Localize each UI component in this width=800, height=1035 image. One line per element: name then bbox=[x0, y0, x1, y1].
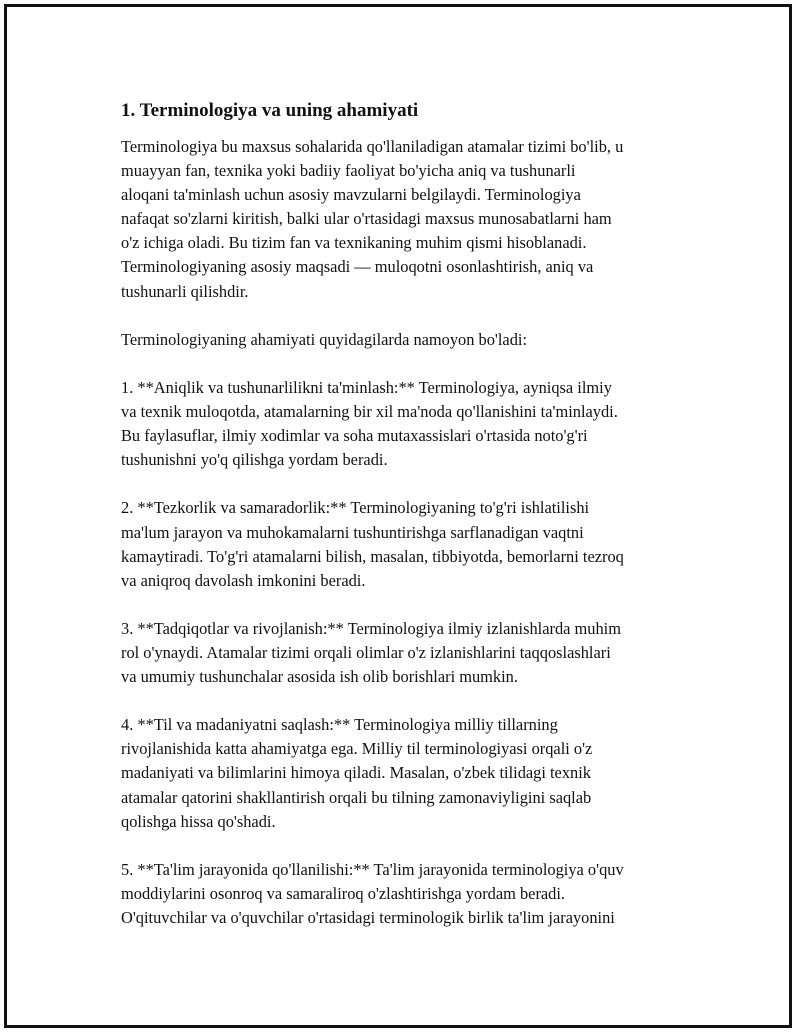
text-line: 4. **Til va madaniyatni saqlash:** Terminologiya milliy tillarning bbox=[121, 715, 558, 735]
text-line: atamalar qatorini shakllantirish orqali bu tilning zamonaviyligini saqlab bbox=[121, 787, 592, 807]
page-frame bbox=[4, 4, 792, 1028]
text-line: aloqani ta'minlash uchun asosiy mavzularni belgilaydi. Terminologiya bbox=[121, 185, 581, 205]
text-line: moddiylarini osonroq va samaraliroq o'zlashtirishga yordam beradi. bbox=[121, 883, 566, 903]
text-line: 1. **Aniqlik va tushunarlilikni ta'minlash:** Terminologiya, ayniqsa ilmiy bbox=[121, 377, 612, 397]
list-item-3 bbox=[121, 617, 696, 689]
text-line: tushunarli qilishdir. bbox=[121, 281, 249, 301]
text-line: 5. **Ta'lim jarayonida qo'llanilishi:** Ta'lim jarayonida terminologiya o'quv bbox=[121, 859, 624, 879]
text-line: muayyan fan, texnika yoki badiiy faoliyat bo'yicha aniq va tushunarli bbox=[121, 161, 576, 181]
text-line: 3. **Tadqiqotlar va rivojlanish:** Terminologiya ilmiy izlanishlarda muhim bbox=[121, 618, 621, 638]
document-title: 1. Terminologiya va uning ahamiyati bbox=[121, 100, 419, 121]
text-line: Bu faylasuflar, ilmiy xodimlar va soha mutaxassislari o'rtasida noto'g'ri bbox=[121, 426, 588, 446]
text-line: va aniqroq davolash imkonini beradi. bbox=[121, 570, 366, 590]
text-line: O'qituvchilar va o'quvchilar o'rtasidagi terminologik birlik ta'lim jarayonini bbox=[121, 908, 615, 927]
list-item-2 bbox=[121, 496, 696, 592]
list-item-5 bbox=[121, 858, 696, 930]
text-line: qolishga hissa qo'shadi. bbox=[121, 811, 276, 831]
text-line: va umumiy tushunchalar asosida ish olib borishlari mumkin. bbox=[121, 667, 518, 687]
text-line: Terminologiya bu maxsus sohalarida qo'llaniladigan atamalar tizimi bo'lib, u bbox=[121, 137, 624, 156]
document-body bbox=[121, 99, 696, 954]
text-line: tushunishni yo'q qilishga yordam beradi. bbox=[121, 450, 388, 470]
text-line: Terminologiyaning ahamiyati quyidagilarda namoyon bo'ladi: bbox=[121, 329, 528, 349]
text-line: rivojlanishida katta ahamiyatga ega. Milliy til terminologiyasi orqali o'z bbox=[121, 739, 593, 759]
text-line: va texnik muloqotda, atamalarning bir xil ma'noda qo'llanishini ta'minlaydi. bbox=[121, 402, 618, 422]
text-line: rol o'ynaydi. Atamalar tizimi orqali olimlar o'z izlanishlarini taqqoslashlari bbox=[121, 642, 611, 662]
text-line: 2. **Tezkorlik va samaradorlik:** Terminologiyaning to'g'ri ishlatilishi bbox=[121, 498, 590, 518]
text-line: ma'lum jarayon va muhokamalarni tushuntirishga sarflanadigan vaqtni bbox=[121, 522, 584, 542]
text-line: o'z ichiga oladi. Bu tizim fan va texnikaning muhim qismi hisoblanadi. bbox=[121, 233, 587, 253]
text-line: madaniyati va bilimlarini himoya qiladi. Masalan, o'zbek tilidagi texnik bbox=[121, 763, 591, 783]
list-item-4 bbox=[121, 713, 696, 833]
text-line: Terminologiyaning asosiy maqsadi — muloqotni osonlashtirish, aniq va bbox=[121, 257, 594, 277]
lead-in-paragraph bbox=[121, 328, 696, 352]
text-line: nafaqat so'zlarni kiritish, balki ular o'rtasidagi maxsus munosabatlarni ham bbox=[121, 209, 612, 229]
intro-paragraph bbox=[121, 135, 696, 304]
list-item-1 bbox=[121, 376, 696, 472]
text-line: kamaytiradi. To'g'ri atamalarni bilish, masalan, tibbiyotda, bemorlarni tezroq bbox=[121, 546, 624, 566]
